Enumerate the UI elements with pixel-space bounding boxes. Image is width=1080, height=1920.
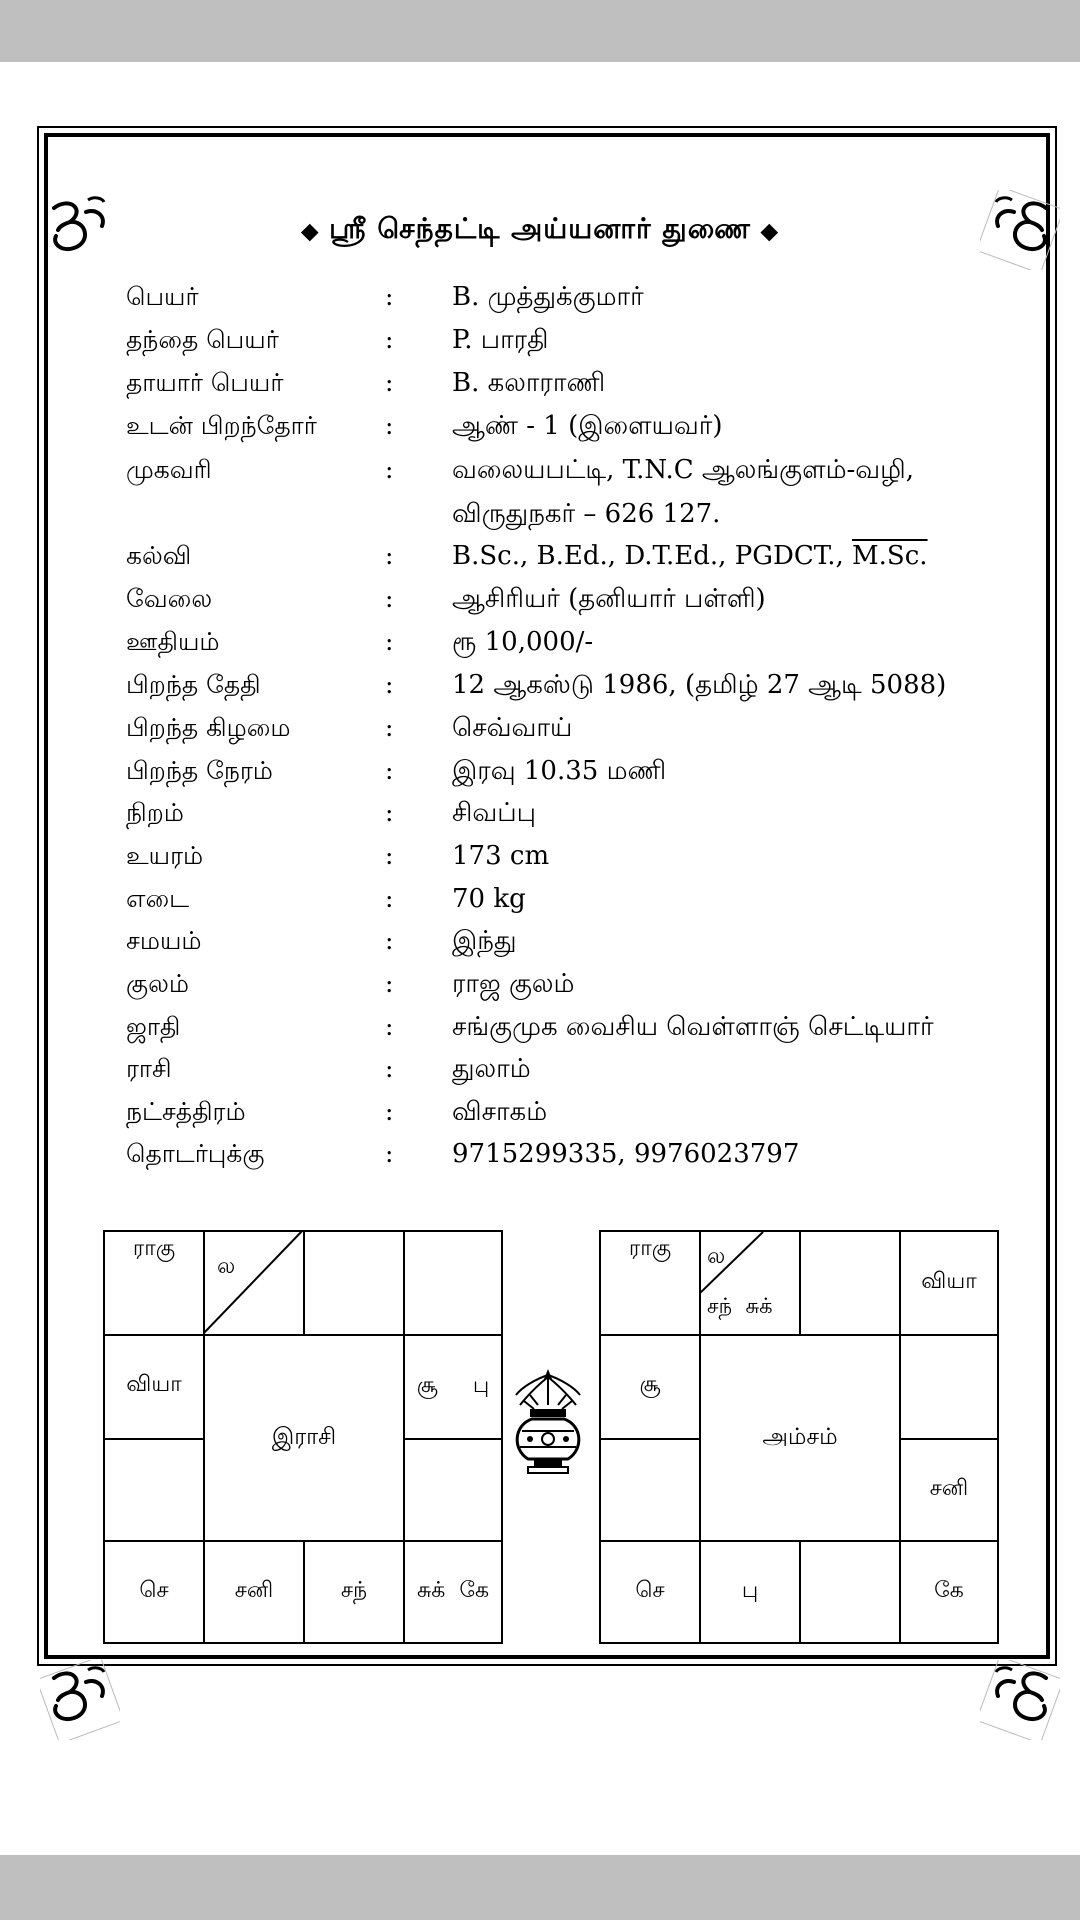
amsam-cell-bottom-1: செ: [599, 1540, 701, 1644]
rasi-cell-bottom-1: செ: [103, 1540, 205, 1644]
field-label: பிறந்த தேதி: [126, 670, 261, 699]
field-separator: :: [385, 325, 394, 354]
field-row: [0, 713, 1080, 755]
amsam-cell-bottom-2: பு: [699, 1540, 801, 1644]
amsam-chart: [599, 1230, 999, 1644]
field-label: வேலை: [126, 584, 213, 613]
rasi-cell-left-1: வியா: [103, 1334, 205, 1440]
field-separator: :: [385, 969, 394, 998]
amsam-cell-top-3: [799, 1230, 901, 1336]
field-value-text: 173 cm: [452, 841, 550, 871]
field-separator: :: [385, 798, 394, 827]
field-value: [452, 926, 517, 959]
field-row: [0, 584, 1080, 626]
field-value: [452, 455, 914, 488]
lamp-drop-icon: ⬥: [301, 216, 320, 245]
field-row: [0, 798, 1080, 840]
rasi-chart: [103, 1230, 503, 1644]
field-label: ஊதியம்: [126, 627, 220, 656]
field-separator: :: [385, 368, 394, 397]
field-row: [0, 670, 1080, 712]
field-value-text: துலாம்: [452, 1054, 531, 1084]
field-value-text: ரூ 10,000/-: [452, 627, 594, 657]
field-value-text: B.Sc., B.Ed., D.T.Ed., PGDCT.,: [452, 541, 853, 571]
field-value: [452, 884, 526, 914]
field-label: பிறந்த கிழமை: [126, 713, 291, 742]
field-value-text: B. முத்துக்குமார்: [452, 282, 644, 312]
field-value: [452, 1139, 799, 1169]
field-label: கல்வி: [126, 541, 192, 570]
field-separator: :: [385, 1012, 394, 1041]
rasi-cell-right-1: சூ பு: [403, 1334, 503, 1440]
rasi-cell-right-2: [403, 1438, 503, 1542]
field-row: [0, 411, 1080, 453]
lamp-drop-icon: ⬥: [760, 216, 779, 245]
amsam-center: அம்சம்: [699, 1334, 901, 1542]
field-row: [0, 282, 1080, 324]
field-separator: :: [385, 1139, 394, 1168]
field-value-text: P. பாரதி: [452, 325, 549, 355]
field-row: [0, 884, 1080, 926]
field-separator: :: [385, 756, 394, 785]
rasi-cell-left-2: [103, 1438, 205, 1542]
field-label: ஜாதி: [126, 1012, 181, 1041]
rasi-cell-top-2: ல: [203, 1230, 305, 1336]
field-row: [0, 455, 1080, 497]
amsam-lagna-label: ல: [707, 1244, 726, 1269]
field-value-text: செவ்வாய்: [452, 713, 573, 743]
amsam-cell-bottom-3: [799, 1540, 901, 1644]
field-separator: :: [385, 1097, 394, 1126]
field-row: [0, 1139, 1080, 1181]
field-label: முகவரி: [126, 455, 212, 484]
field-value-text: இந்து: [452, 926, 517, 956]
field-label: எடை: [126, 884, 190, 913]
field-value-text: விருதுநகர் – 626 127.: [452, 499, 721, 529]
rasi-cell-bottom-2: சனி: [203, 1540, 305, 1644]
field-separator: :: [385, 584, 394, 613]
rasi-cell-top-4: [403, 1230, 503, 1336]
field-separator: :: [385, 411, 394, 440]
field-row: [0, 1054, 1080, 1096]
title-text: ஸ்ரீ செந்தட்டி அய்யனார் துணை: [329, 212, 751, 245]
rasi-cell-top-1: ராகு: [103, 1230, 205, 1336]
amsam-cell-bottom-4: கே: [899, 1540, 999, 1644]
kalash-icon: [508, 1365, 588, 1480]
field-value: [452, 798, 536, 831]
field-separator: :: [385, 841, 394, 870]
field-value-text: சங்குமுக வைசிய வெள்ளாஞ் செட்டியார்: [452, 1012, 934, 1042]
amsam-cell-top-2: [699, 1230, 801, 1336]
amsam-cell-left-2: [599, 1438, 701, 1542]
amsam-cell-right-1: [899, 1334, 999, 1440]
field-value: [452, 713, 572, 746]
field-value: [452, 670, 946, 703]
field-separator: :: [385, 282, 394, 311]
field-row: [0, 325, 1080, 367]
field-separator: :: [385, 455, 394, 484]
field-value-text: சிவப்பு: [452, 798, 536, 828]
field-label: நட்சத்திரம்: [126, 1097, 246, 1126]
field-label: பிறந்த நேரம்: [126, 756, 273, 785]
field-separator: :: [385, 627, 394, 656]
field-label: நிறம்: [126, 798, 184, 827]
field-label: சமயம்: [126, 926, 202, 955]
field-value-text: ராஜ குலம்: [452, 969, 575, 999]
amsam-cell-right-2: சனி: [899, 1438, 999, 1542]
rasi-cell-bottom-3: சந்: [303, 1540, 405, 1644]
amsam-cell-left-1: சூ: [599, 1334, 701, 1440]
field-value-text: 9715299335, 9976023797: [452, 1139, 800, 1169]
field-label: உடன் பிறந்தோர்: [126, 411, 317, 440]
field-value: [452, 1054, 531, 1087]
field-separator: :: [385, 670, 394, 699]
field-separator: :: [385, 541, 394, 570]
field-value: [452, 411, 723, 444]
rasi-center: இராசி: [203, 1334, 405, 1542]
rasi-cell-bottom-4: சுக் கே: [403, 1540, 503, 1644]
field-value-text: ஆசிரியர் (தனியார் பள்ளி): [452, 584, 766, 614]
amsam-lagna-planets: சந் சுக்: [707, 1294, 773, 1318]
field-value-text: வலையபட்டி, T.N.C ஆலங்குளம்-வழி,: [452, 455, 915, 485]
field-row: [0, 541, 1080, 583]
field-row: [0, 627, 1080, 669]
field-value-overlined: M.Sc.: [852, 541, 928, 571]
field-value: [452, 282, 644, 315]
field-row: [0, 926, 1080, 968]
field-value: [452, 368, 605, 401]
field-value: [452, 499, 720, 532]
field-value: [452, 541, 928, 571]
field-value: [452, 841, 549, 871]
field-label: தந்தை பெயர்: [126, 325, 279, 354]
field-value-text: விசாகம்: [452, 1097, 548, 1127]
field-label: உயரம்: [126, 841, 204, 870]
field-value: [452, 756, 666, 789]
field-value-text: ஆண் - 1 (இளையவர்): [452, 411, 723, 441]
field-separator: :: [385, 926, 394, 955]
field-label: தாயார் பெயர்: [126, 368, 284, 397]
field-row: [0, 1012, 1080, 1054]
page-title: [0, 212, 1080, 249]
field-value: [452, 325, 548, 358]
field-value-text: 12 ஆகஸ்டு 1986, (தமிழ் 27 ஆடி 5088): [452, 670, 947, 700]
om-icon: [40, 1660, 120, 1740]
field-label: பெயர்: [126, 282, 199, 311]
field-row: [0, 756, 1080, 798]
field-separator: :: [385, 1054, 394, 1083]
field-label: குலம்: [126, 969, 189, 998]
amsam-cell-top-4: வியா: [899, 1230, 999, 1336]
field-row: [0, 499, 1080, 541]
field-label: ராசி: [126, 1054, 172, 1083]
field-value: [452, 627, 593, 660]
field-separator: :: [385, 884, 394, 913]
field-value: [452, 1012, 934, 1045]
field-label: தொடர்புக்கு: [126, 1139, 265, 1168]
field-row: [0, 368, 1080, 410]
field-value-text: 70 kg: [452, 884, 526, 914]
om-icon: [980, 1660, 1060, 1740]
field-row: [0, 841, 1080, 883]
rasi-cell-top-3: [303, 1230, 405, 1336]
amsam-cell-top-1: ராகு: [599, 1230, 701, 1336]
field-separator: :: [385, 713, 394, 742]
field-row: [0, 969, 1080, 1011]
field-value: [452, 969, 574, 1002]
field-value-text: இரவு 10.35 மணி: [452, 756, 667, 786]
field-value-text: B. கலாராணி: [452, 368, 606, 398]
field-value: [452, 584, 766, 617]
field-row: [0, 1097, 1080, 1139]
field-value: [452, 1097, 547, 1130]
